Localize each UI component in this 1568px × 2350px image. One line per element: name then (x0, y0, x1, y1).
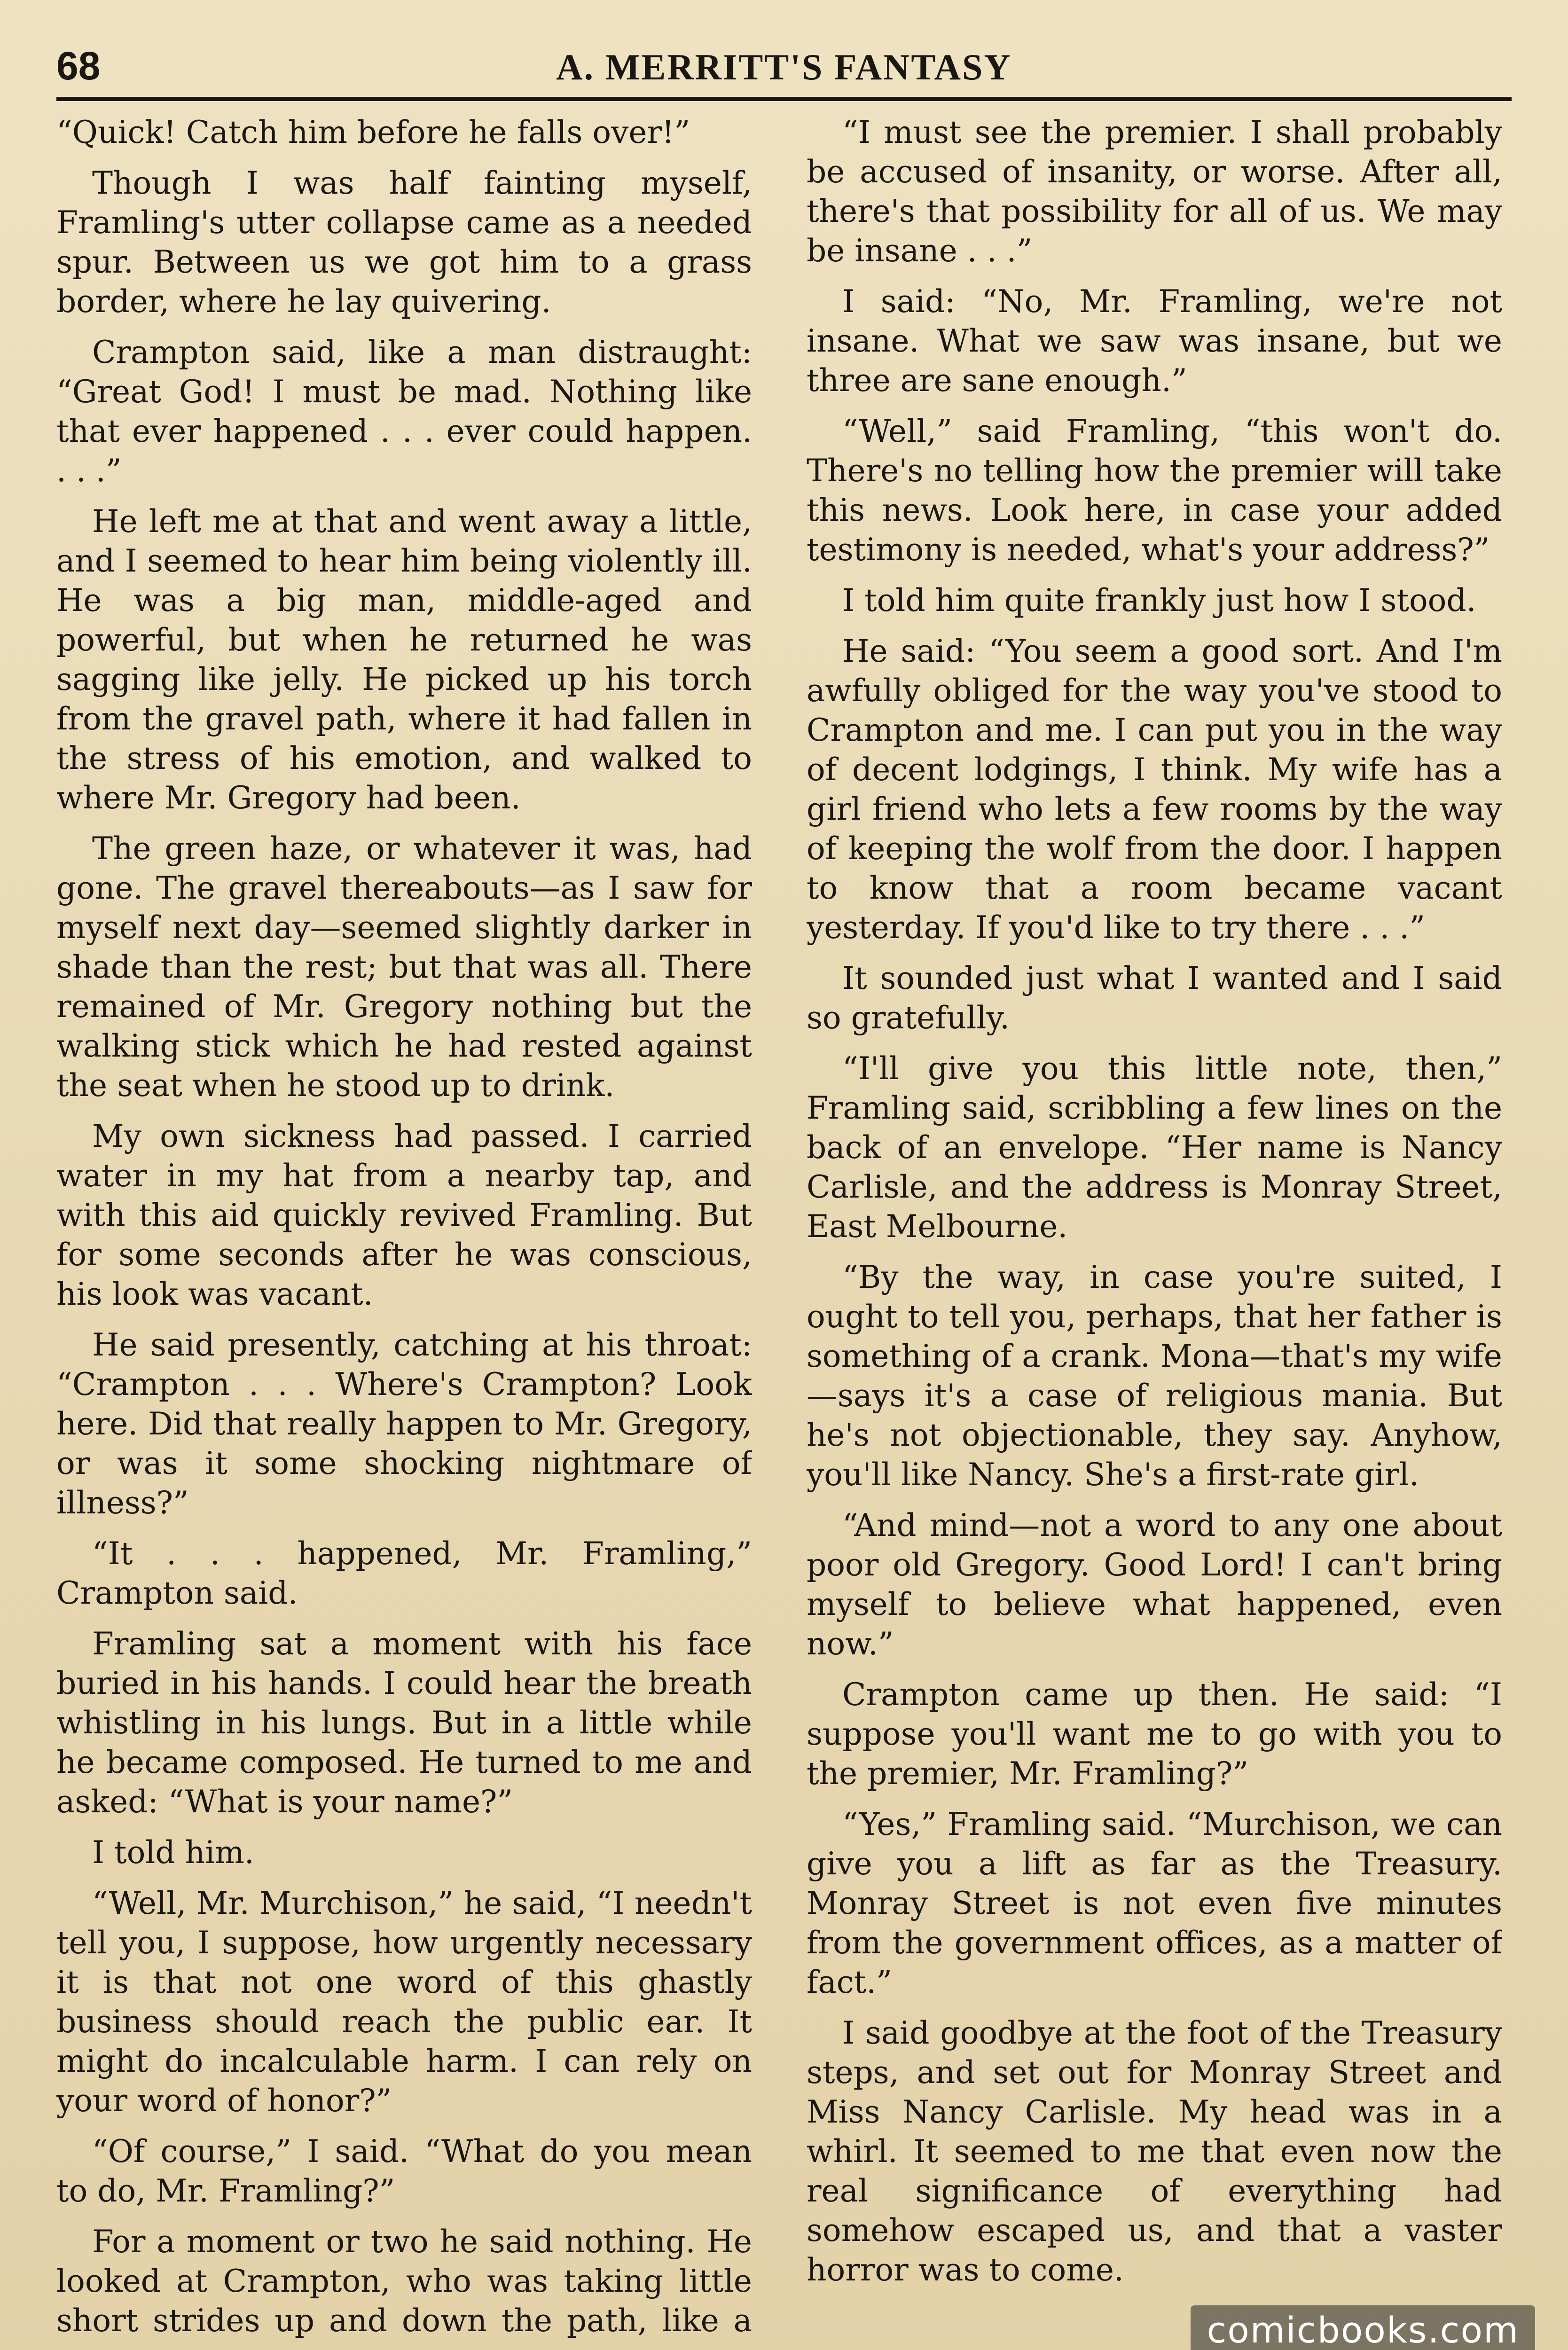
paragraph: “Well, Mr. Murchison,” he said, “I needn't tell you, I suppose, how urgently necessary it is that not one word of this ghastly business should reach the public ear. It might do incalculable harm. I can rely on your word of honor?” (56, 1885, 752, 2119)
paragraph: I said goodbye at the foot of the Treasury steps, and set out for Monray Street and Miss Nancy Carlisle. My head was in a whirl. It seemed to me that even now the real significance of everything had somehow escaped us, and that a vaster horror was to come. (807, 2015, 1502, 2288)
paragraph: Crampton came up then. He said: “I suppose you'll want me to go with you to the premier, Mr. Framling?” (807, 1676, 1502, 1792)
paragraph: “I must see the premier. I shall probably be accused of insanity, or worse. After all, there's that possibility for all of us. We may be insane . . .” (807, 114, 1502, 269)
right-column (807, 113, 1502, 2341)
watermark: comicbooks.com (1191, 2305, 1535, 2350)
paragraph: “Well,” said Framling, “this won't do. There's no telling how the premier will take this news. Look here, in case your added testimony is needed, what's your address?” (807, 413, 1502, 568)
paragraph: He said: “You seem a good sort. And I'm awfully obliged for the way you've stood to Crampton and me. I can put you in the way of decent lodgings, I think. My wife has a girl friend who lets a few rooms by the way of keeping the wolf from the door. I happen to know that a room became vacant yesterday. If you'd like to try there . . .” (807, 633, 1502, 946)
left-column (56, 113, 752, 2341)
paragraph: Crampton said, like a man distraught: “Great God! I must be mad. Nothing like that ever happened . . . ever could happen. . . .” (56, 334, 752, 489)
paragraph: “By the way, in case you're suited, I ought to tell you, perhaps, that her father is something of a crank. Mona—that's my wife—says it's a case of religious mania. But he's not objectionable, they say. Anyhow, you'll like Nancy. She's a first-rate girl. (807, 1259, 1502, 1493)
page-number: 68 (56, 44, 101, 88)
paragraph: Though I was half fainting myself, Framling's utter collapse came as a needed spur. Between us we got him to a grass border, where he lay quivering. (56, 165, 752, 320)
paragraph: “Yes,” Framling said. “Murchison, we can give you a lift as far as the Treasury. Monray Street is not even five minutes from the government offices, as a matter of fact.” (807, 1806, 1502, 2000)
paragraph: I told him. (92, 1834, 254, 1871)
running-title: A. MERRITT'S FANTASY (556, 47, 1012, 87)
paragraph: My own sickness had passed. I carried water in my hat from a nearby tap, and with this aid quickly revived Framling. But for some seconds after he was conscious, his look was vacant. (56, 1118, 752, 1312)
paragraph: I said: “No, Mr. Framling, we're not insane. What we saw was insane, but we three are sane enough.” (807, 283, 1502, 399)
paragraph: The green haze, or whatever it was, had gone. The gravel thereabouts—as I saw for myself next day—seemed slightly darker in shade than the rest; but that was all. There remained of Mr. Gregory nothing but the walking stick which he had rested against the seat when he stood up to drink. (56, 830, 752, 1104)
paragraph: I told him quite frankly just how I stood. (842, 582, 1476, 619)
paragraph: It sounded just what I wanted and I said so gratefully. (807, 960, 1502, 1036)
page-header (56, 41, 1512, 102)
paragraph: Framling sat a moment with his face buried in his hands. I could hear the breath whistling in his lungs. But in a little while he became composed. He turned to me and asked: “What is your name?” (56, 1626, 752, 1820)
paragraph: He left me at that and went away a little, and I seemed to hear him being violently ill. He was a big man, middle-aged and powerful, but when he returned he was sagging like jelly. He picked up his torch from the gravel path, where it had fallen in the stress of his emotion, and walked to where Mr. Gregory had been. (56, 503, 752, 816)
paragraph: “Of course,” I said. “What do you mean to do, Mr. Framling?” (56, 2133, 752, 2209)
paragraph: For a moment or two he said nothing. He looked at Crampton, who was taking little short strides up and down the path, like a (56, 2224, 752, 2339)
header-rule (56, 97, 1512, 101)
paragraph: He said presently, catching at his throat: “Crampton . . . Where's Crampton? Look here. Did that really happen to Mr. Gregory, or was it some shocking nightmare of illness?” (56, 1327, 752, 1521)
paragraph: “It . . . happened, Mr. Framling,” Crampton said. (56, 1535, 752, 1611)
paragraph: “And mind—not a word to any one about poor old Gregory. Good Lord! I can't bring myself to believe what happened, even now.” (807, 1507, 1502, 1662)
paragraph: “Quick! Catch him before he falls over!” (56, 114, 690, 150)
paragraph: “I'll give you this little note, then,” Framling said, scribbling a few lines on the back of an envelope. “Her name is Nancy Carlisle, and the address is Monray Street, East Melbourne. (807, 1050, 1502, 1245)
